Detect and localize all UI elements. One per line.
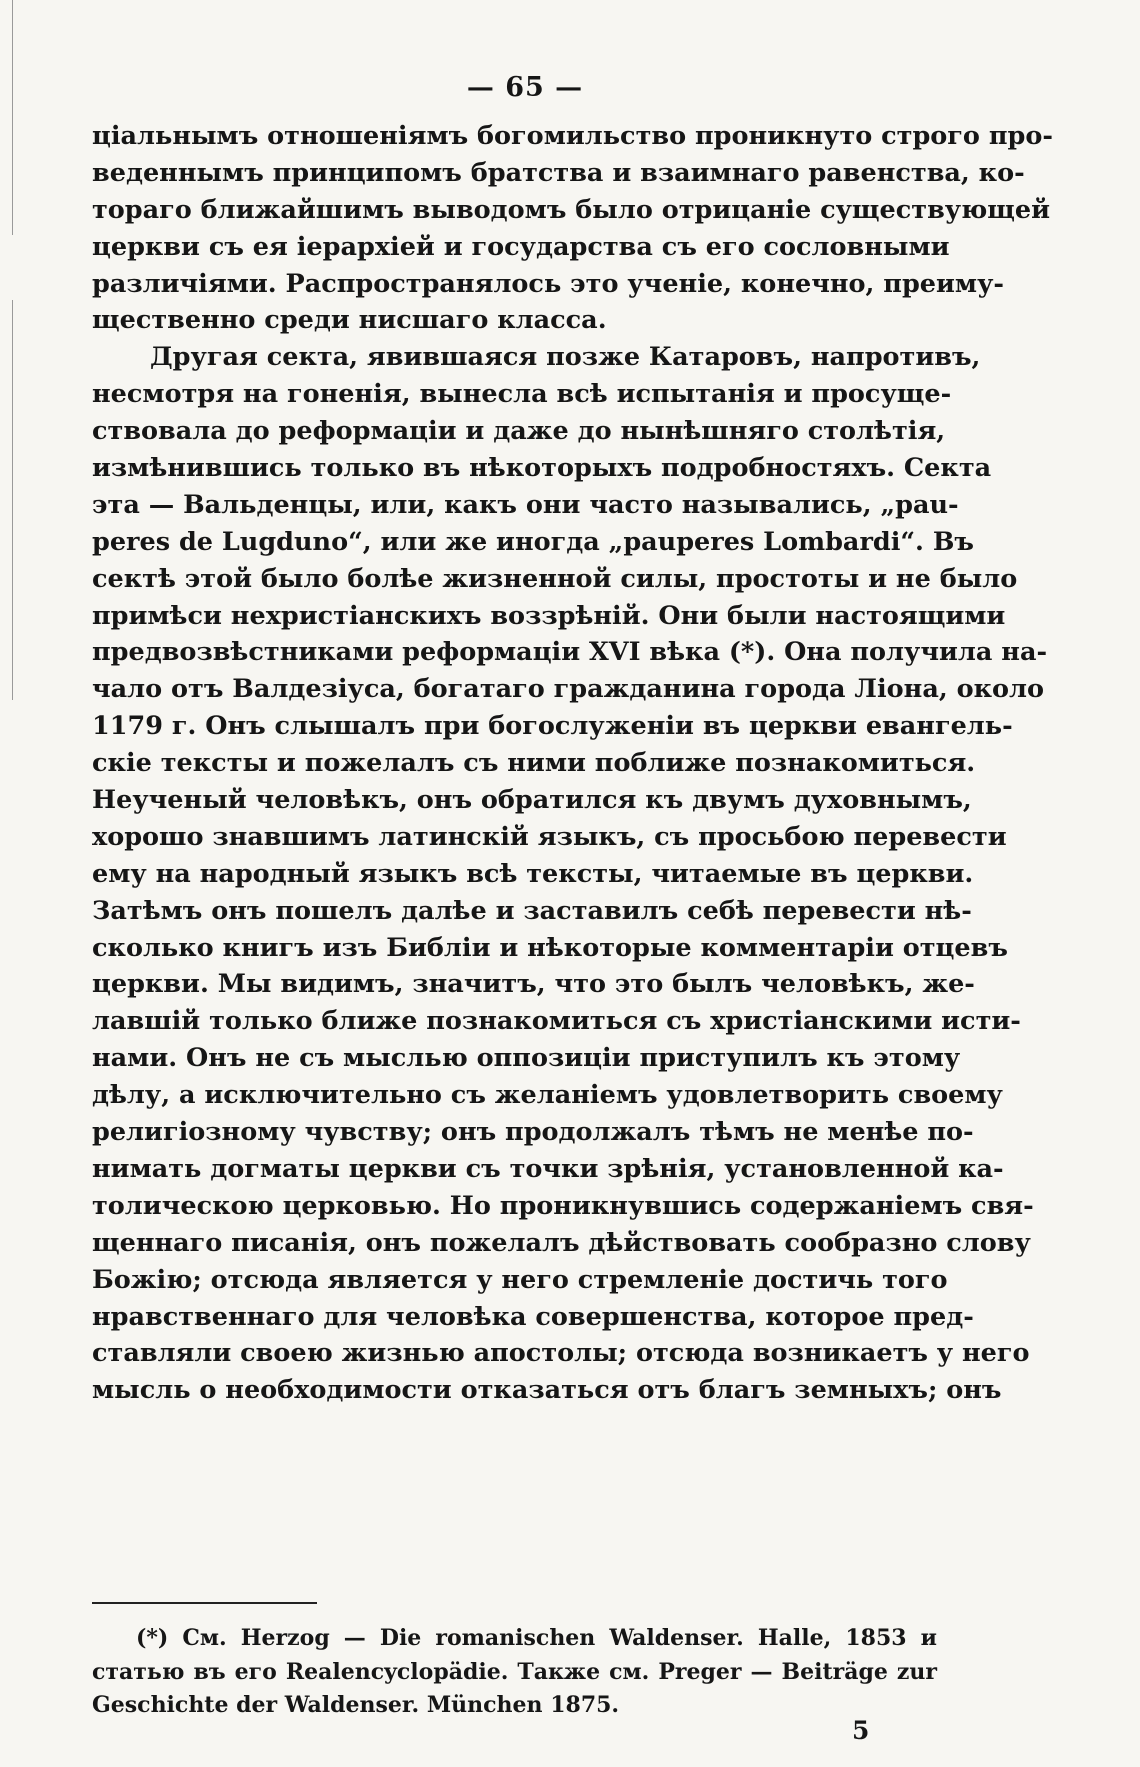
- body-text: [92, 118, 1053, 1409]
- text-line: мысль о необходимости отказаться отъ благъ земныхъ; онъ: [92, 1375, 1002, 1406]
- text-line: дѣлу, а исключительно съ желаніемъ удовлетворить своему: [92, 1080, 1003, 1111]
- footnote-line: Geschichte der Waldenser. München 1875.: [92, 1692, 620, 1718]
- text-line: ціальнымъ отношеніямъ богомильство проникнуто строго про-: [92, 121, 1053, 151]
- text-line: сектѣ этой было болѣе жизненной силы, простоты и не было: [92, 563, 1018, 594]
- text-line: церкви съ ея іерархіей и государства съ его сословными: [92, 231, 950, 262]
- text-line: Неученый человѣкъ, онъ обратился къ двумъ духовнымъ,: [92, 785, 972, 816]
- text-line: скіе тексты и пожелалъ съ ними поближе познакомиться.: [92, 748, 976, 779]
- text-line: Другая секта, явившаяся позже Катаровъ, напротивъ,: [150, 342, 981, 373]
- text-line: щеннаго писанія, онъ пожелалъ дѣйствовать сообразно слову: [92, 1227, 1031, 1258]
- text-line: примѣси нехристіанскихъ воззрѣній. Они были настоящими: [92, 600, 1006, 631]
- text-line: предвозвѣстниками реформаціи XVI вѣка (*). Она получила на-: [92, 637, 1048, 668]
- footnote-line: (*) См. Herzog — Die romanischen Waldenser. Halle, 1853 и: [136, 1625, 937, 1651]
- text-line: хорошо знавшимъ латинскій языкъ, съ просьбою перевести: [92, 821, 1007, 852]
- scan-edge-line: [12, 0, 13, 235]
- scan-edge-line: [12, 300, 13, 700]
- footnote-line: статью въ его Realencyclopädie. Также см. Preger — Beiträge zur: [92, 1658, 937, 1685]
- text-line: ставляли своею жизнью апостолы; отсюда возникаетъ у него: [92, 1338, 1030, 1369]
- text-line: щественно среди нисшаго класса.: [92, 305, 607, 336]
- text-line: ему на народный языкъ всѣ тексты, читаемые въ церкви.: [92, 858, 974, 889]
- text-line: эта — Вальденцы, или, какъ они часто назывались, „pau-: [92, 489, 959, 520]
- footnote-divider: [92, 1602, 317, 1604]
- paragraph-1: [92, 118, 1053, 339]
- footnote: [92, 1622, 937, 1723]
- text-line: религіозному чувству; онъ продолжалъ тѣмъ не менѣе по-: [92, 1117, 974, 1148]
- text-line: несмотря на гоненія, вынесла всѣ испытанія и просуще-: [92, 379, 952, 410]
- text-line: ствовала до реформаціи и даже до нынѣшняго столѣтія,: [92, 416, 946, 447]
- text-line: веденнымъ принципомъ братства и взаимнаго равенства, ко-: [92, 157, 1025, 188]
- text-line: толическою церковью. Но проникнувшись содержаніемъ свя-: [92, 1190, 1034, 1221]
- text-line: чало отъ Валдезіуса, богатаго гражданина города Ліона, около: [92, 674, 1045, 705]
- text-line: измѣнившись только въ нѣкоторыхъ подробностяхъ. Секта: [92, 453, 992, 484]
- paragraph-2: [92, 339, 1048, 1409]
- signature-mark: 5: [852, 1716, 870, 1745]
- text-line: 1179 г. Онъ слышалъ при богослуженіи въ церкви евангель-: [92, 711, 1013, 742]
- text-line: различіями. Распространялось это ученіе, конечно, преиму-: [92, 268, 1004, 299]
- text-line: Божію; отсюда является у него стремленіе достичь того: [92, 1264, 948, 1295]
- page-number: — 65 —: [466, 72, 584, 103]
- text-line: нами. Онъ не съ мыслью оппозиціи приступилъ къ этому: [92, 1043, 961, 1074]
- text-line: тораго ближайшимъ выводомъ было отрицаніе существующей: [92, 194, 1050, 225]
- text-line: Затѣмъ онъ пошелъ далѣе и заставилъ себѣ перевести нѣ-: [92, 895, 972, 926]
- text-line: сколько книгъ изъ Библіи и нѣкоторые комментаріи отцевъ: [92, 932, 1008, 963]
- text-line: нравственнаго для человѣка совершенства, которое пред-: [92, 1301, 974, 1332]
- text-line: нимать догматы церкви съ точки зрѣнія, установленной ка-: [92, 1153, 1004, 1184]
- text-line: лавшій только ближе познакомиться съ христіанскими исти-: [92, 1006, 1021, 1037]
- text-line: церкви. Мы видимъ, значитъ, что это былъ человѣкъ, же-: [92, 969, 975, 1000]
- text-line: peres de Lugduno“, или же иногда „pauperes Lombardi“. Въ: [92, 526, 974, 557]
